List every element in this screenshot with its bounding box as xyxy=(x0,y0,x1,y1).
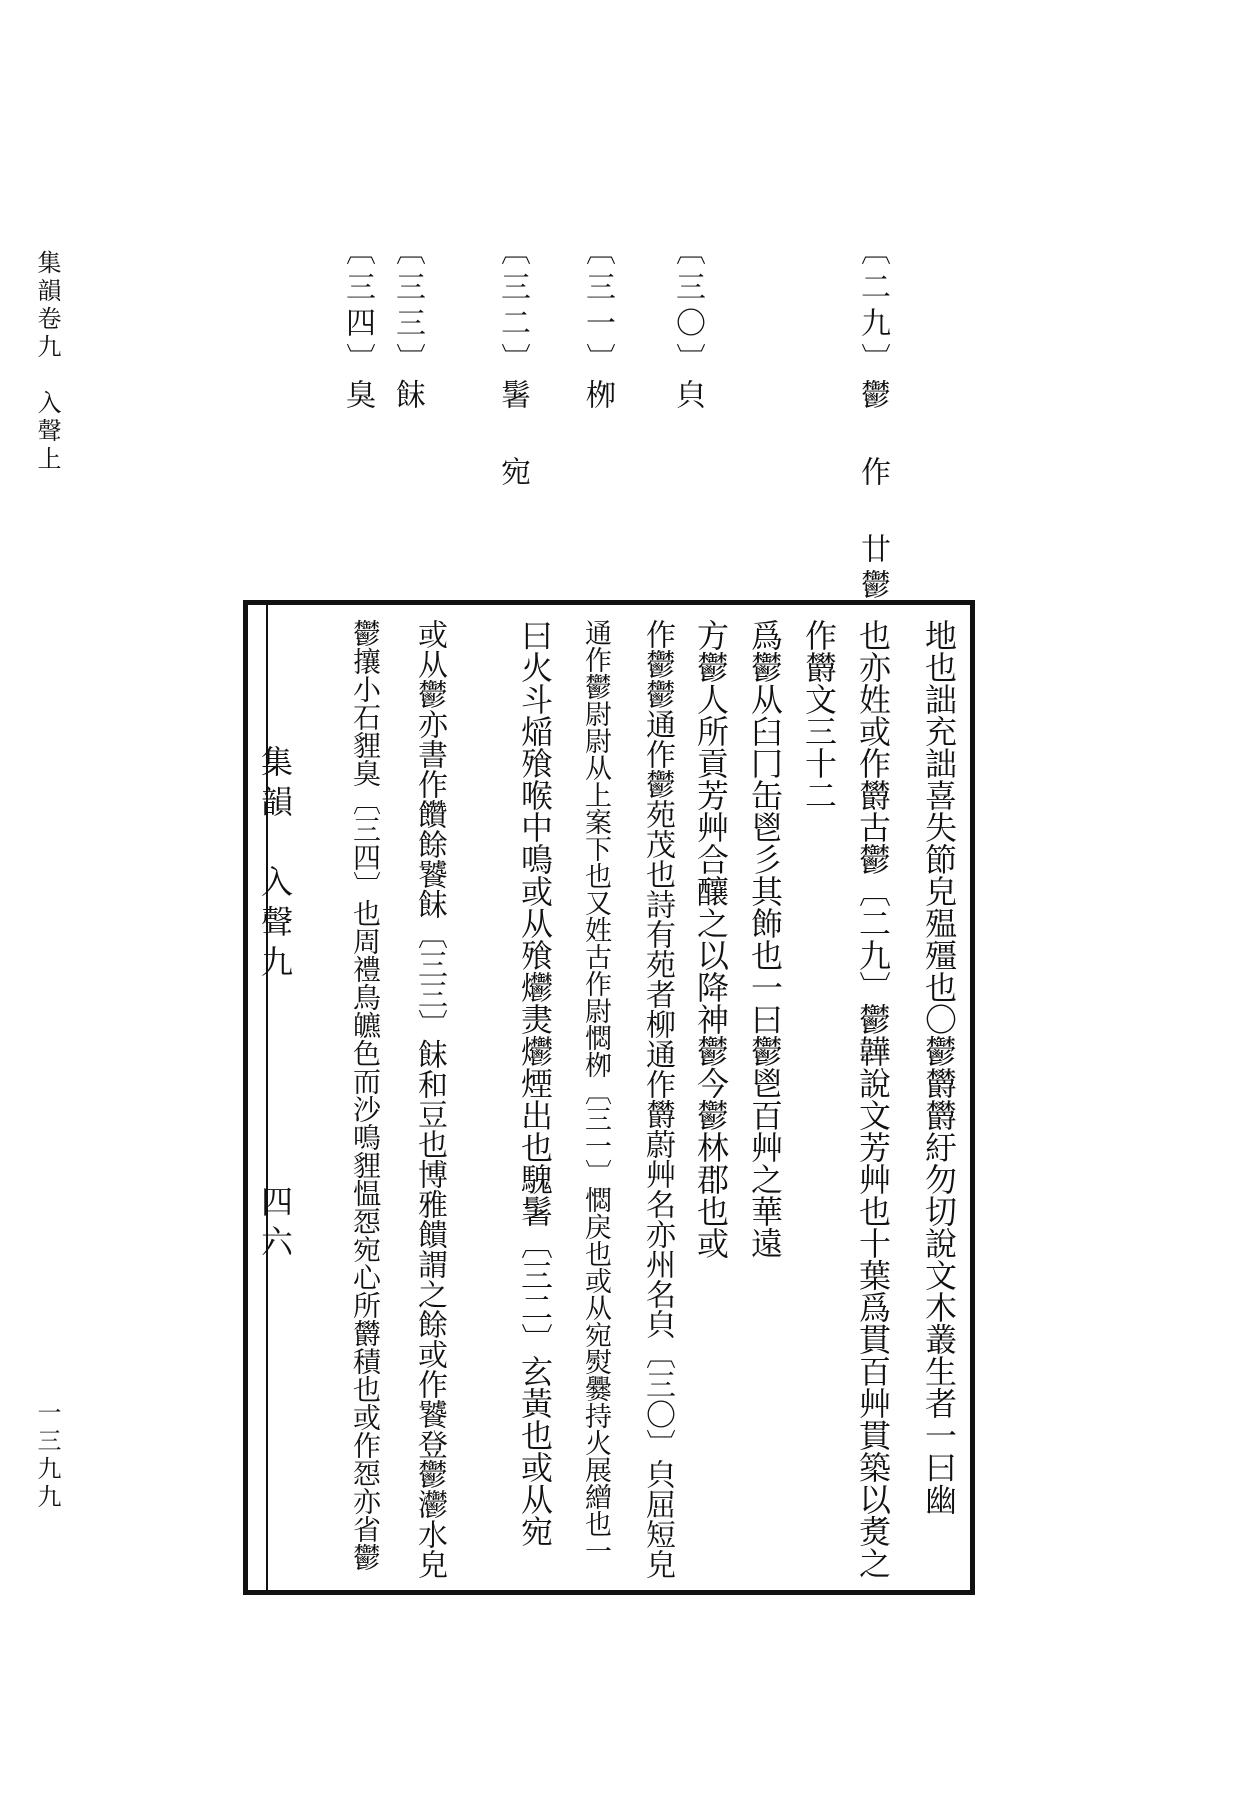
text-column-5: 方鬱人所貢芳艸合釀之以降神鬱今鬱林郡也或 xyxy=(692,619,730,1259)
text-column-8: 曰火斗㷔飱喉中鳴或从飱爩㶳爩煙出也騩䰇〔三二〕玄黃也或从宛 xyxy=(516,619,554,1547)
collation-note-29: 〔二九〕鬱 作 廿鬱 xyxy=(855,235,890,605)
text-column-4: 爲鬱从臼冂缶鬯彡其飾也一曰鬱鬯百艸之華遠 xyxy=(746,619,784,1259)
text-column-9: 或从鬱亦書作饡餘饕䬴〔三三〕䬴和豆也博雅饋謂之餘或作饕登鬱灪水皃 xyxy=(412,619,447,1579)
text-column-6: 作鬱鬱通作鬱苑茂也詩有苑者柳通作欝蔚艸名亦州名㒵〔三〇〕㒵屈短皃 xyxy=(640,619,675,1579)
text-column-1: 地也詘充詘喜失節皃殟殭也〇鬱欝欝紆勿切說文木叢生者一曰幽 xyxy=(920,619,958,1515)
collation-note-31: 〔三一〕栁 xyxy=(580,235,615,415)
collation-note-34: 〔三四〕臭 xyxy=(340,235,375,415)
text-column-3: 作欝文三十二 xyxy=(800,619,838,811)
text-column-2: 也亦姓或作欝古鬱〔二九〕鬱韡說文芳艸也十葉爲貫百艸貫築以煑之 xyxy=(854,619,892,1579)
collation-note-33: 〔三三〕䬴 xyxy=(390,235,425,415)
block-center-heading: 集韻 入聲九 四六 xyxy=(256,745,294,1265)
collation-note-30: 〔三〇〕㒵 xyxy=(670,235,705,415)
text-column-7: 通作鬱尉尉从上案下也又姓古作尉㦖栁〔三一〕㦖戾也或从宛熨爨持火展繒也一 xyxy=(580,619,611,1564)
text-column-10: 鬱攘小石貍臭〔三四〕也周禮鳥皫色而沙鳴貍愠㤪宛心所欝積也或作㤪亦省鬱 xyxy=(349,619,382,1571)
margin-volume-title: 集韻卷九 入聲上 xyxy=(33,250,61,474)
page-number: 一三九九 xyxy=(33,1400,61,1512)
collation-note-32: 〔三二〕䰇 宛 xyxy=(495,235,530,492)
woodblock-frame xyxy=(243,600,975,1595)
